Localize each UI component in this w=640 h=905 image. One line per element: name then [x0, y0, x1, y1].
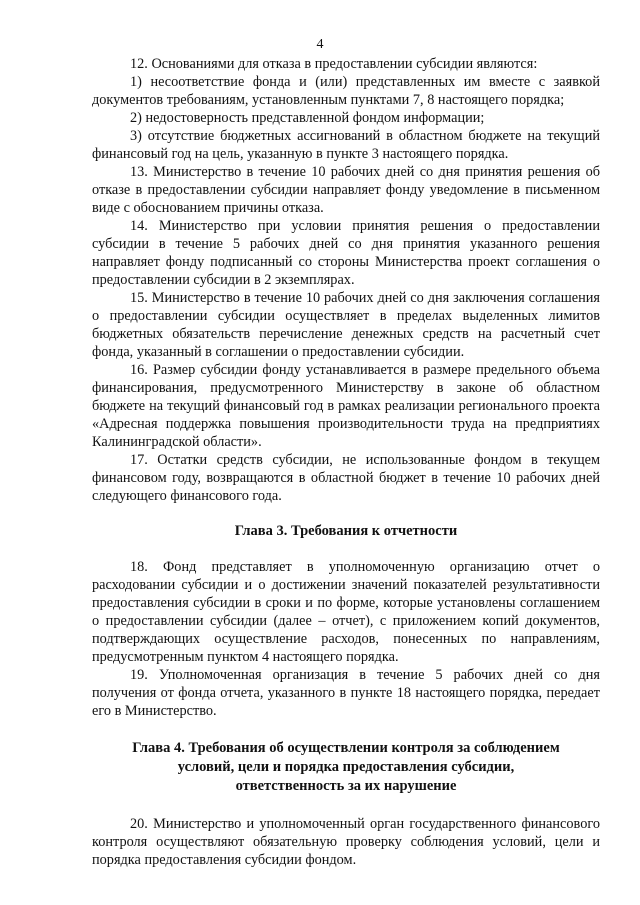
- paragraph-13: 13. Министерство в течение 10 рабочих дней со дня принятия решения об отказе в предоставлении субсидии направляет фонду уведомление в письменном виде с обоснованием причины отказа.: [92, 164, 600, 216]
- paragraph-15: 15. Министерство в течение 10 рабочих дней со дня заключения соглашения о предоставлении субсидии осуществляет в пределах выделенных лимитов бюджетных обязательств перечисление денежных средств на расчетный счет фонда, указанный в соглашении о предоставлении субсидии.: [92, 290, 600, 360]
- page-number: 4: [316, 37, 324, 52]
- section-chapter-3: [92, 558, 600, 720]
- section-refusal-grounds: [92, 55, 600, 505]
- paragraph-12-item-2: 2) недостоверность представленной фондом информации;: [130, 110, 485, 126]
- chapter-4-title-line: ответственность за их нарушение: [235, 778, 457, 794]
- chapter-4-title-line: Глава 4. Требования об осуществлении контроля за соблюдением: [132, 740, 560, 756]
- paragraph-19: 19. Уполномоченная организация в течение 5 рабочих дней со дня получения от фонда отчета, указанного в пункте 18 настоящего порядка, передает его в Министерство.: [92, 667, 600, 719]
- chapter-4-title-line: условий, цели и порядка предоставления субсидии,: [177, 759, 515, 775]
- paragraph-17: 17. Остатки средств субсидии, не использованные фондом в текущем финансовом году, возвращаются в областной бюджет в течение 10 рабочих дней следующего финансового года.: [92, 452, 600, 504]
- document-body: [92, 55, 600, 869]
- paragraph-12-item-3: 3) отсутствие бюджетных ассигнований в областном бюджете на текущий финансовый год на цель, указанную в пункте 3 настоящего порядка.: [92, 128, 600, 162]
- paragraph-20: 20. Министерство и уполномоченный орган государственного финансового контроля осуществляют обязательную проверку соблюдения условий, цели и порядка предоставления субсидии фондом.: [92, 816, 600, 868]
- paragraph-12-item-1: 1) несоответствие фонда и (или) представленных им вместе с заявкой документов требованиям, установленным пунктами 7, 8 настоящего порядка;: [92, 74, 600, 108]
- chapter-4-title: [92, 739, 600, 796]
- section-chapter-4: [92, 815, 600, 869]
- paragraph-18: 18. Фонд представляет в уполномоченную организацию отчет о расходовании субсидии и о достижении значений показателей результативности предоставления субсидии в сроки и по форме, которые установлены соглашением о предоставлении субсидии (далее – отчет), с приложением копий документов, подтверждающих осуществление расходов, понесенных по направлениям, предусмотренным пунктом 4 настоящего порядка.: [92, 559, 600, 665]
- paragraph-12: 12. Основаниями для отказа в предоставлении субсидии являются:: [130, 56, 538, 72]
- paragraph-14: 14. Министерство при условии принятия решения о предоставлении субсидии в течение 5 рабочих дней со дня принятия указанного решения направляет фонду подписанный со стороны Министерства проект соглашения о предоставлении субсидии в 2 экземплярах.: [92, 218, 600, 288]
- paragraph-16: 16. Размер субсидии фонду устанавливается в размере предельного объема финансирования, предусмотренного Министерству в законе об областном бюджете на текущий финансовый год в рамках реализации регионального проекта «Адресная поддержка повышения производительности труда на предприятиях Калининградской области».: [92, 362, 600, 450]
- chapter-3-title: Глава 3. Требования к отчетности: [234, 523, 458, 539]
